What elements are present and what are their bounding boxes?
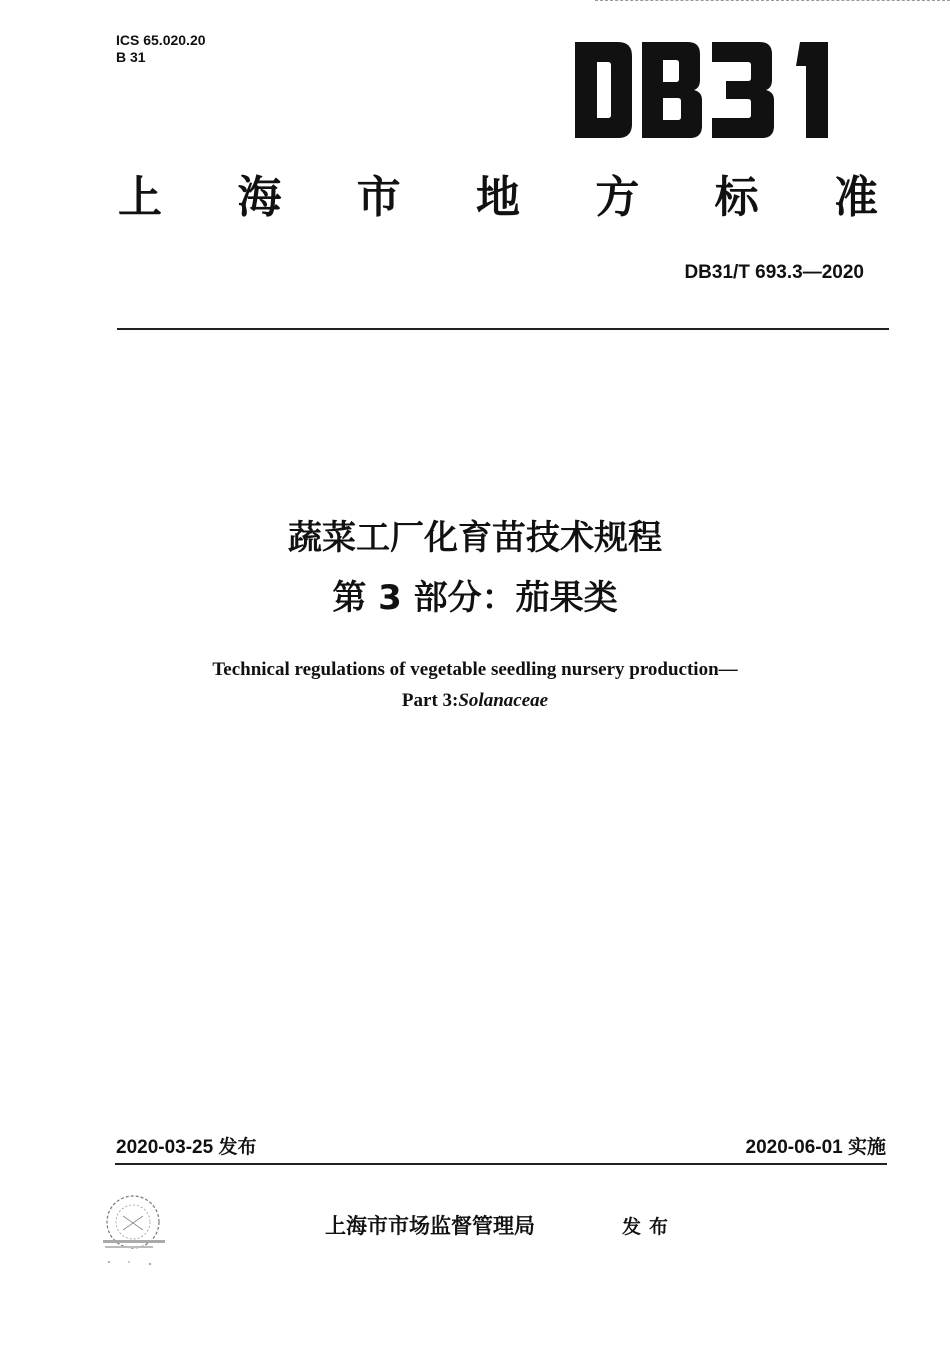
- en-title-part-italic: Solanaceae: [458, 690, 549, 711]
- db31-logo: [570, 40, 840, 140]
- standard-number: DB31/T 693.3—2020: [684, 262, 864, 283]
- standard-type-title: [118, 168, 878, 228]
- footer-divider: [115, 1163, 887, 1165]
- issue-date: 2020-03-25 发布: [116, 1137, 257, 1158]
- header-divider: [117, 328, 889, 330]
- standard-type-char: 海: [237, 172, 282, 223]
- standard-type-char: 准: [833, 172, 878, 223]
- page-top-edge: [595, 0, 950, 1]
- cn-title-line1: 蔬菜工厂化育苗技术规程: [288, 518, 662, 558]
- watermark-stamp: [95, 1190, 185, 1275]
- standard-type-char: 标: [714, 172, 759, 223]
- publisher-name: 上海市市场监督管理局: [325, 1214, 535, 1238]
- en-title-line1: Technical regulations of vegetable seedling nursery production—: [212, 659, 738, 680]
- standard-type-char: 市: [356, 172, 401, 223]
- implement-date: 2020-06-01 实施: [745, 1137, 886, 1158]
- en-title-part-prefix: Part 3:: [401, 690, 459, 711]
- standard-type-char: 上: [118, 172, 162, 223]
- ics-code: ICS 65.020.20: [116, 32, 206, 48]
- cn-title-line2: 第 3 部分：茄果类: [332, 578, 618, 618]
- classification-codes: [116, 32, 206, 66]
- ccs-code: B 31: [116, 49, 146, 65]
- en-title-line2: [0, 686, 950, 716]
- standard-type-char: 地: [475, 172, 520, 223]
- standard-type-char: 方: [595, 172, 640, 223]
- publish-label: 发布: [622, 1216, 677, 1238]
